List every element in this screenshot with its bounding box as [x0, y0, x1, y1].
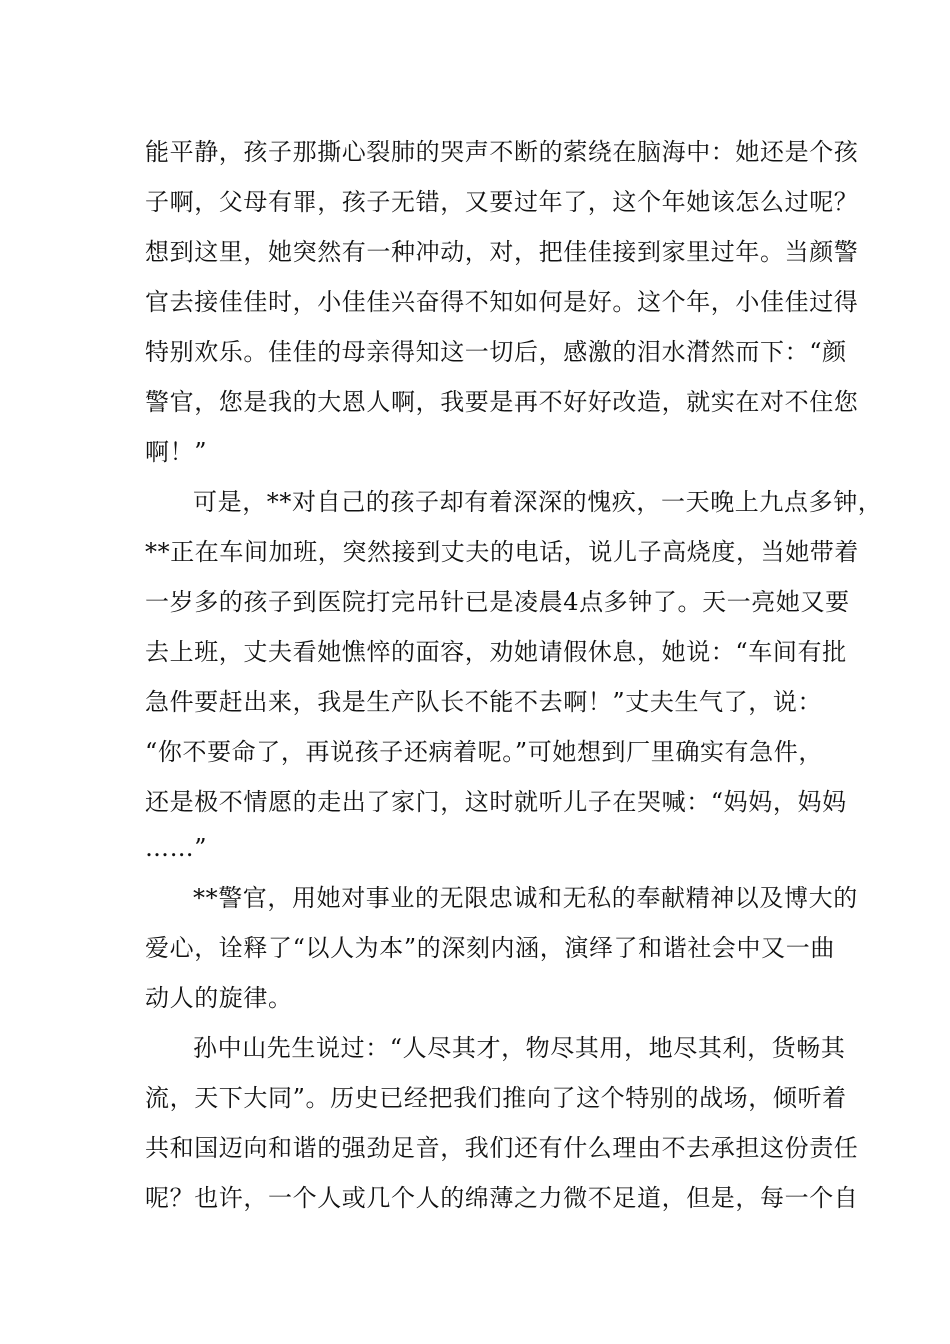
text-line: **正在车间加班，突然接到丈夫的电话，说儿子高烧度，当她带着 [145, 538, 859, 566]
text-line: ……” [145, 834, 208, 862]
text-line: 动人的旋律。 [145, 984, 293, 1012]
text-line: 一岁多的孩子到医院打完吊针已是凌晨4点多钟了。天一亮她又要 [145, 588, 850, 616]
text-line: 能平静，孩子那撕心裂肺的哭声不断的萦绕在脑海中：她还是个孩 [145, 138, 859, 166]
text-line: 共和国迈向和谐的强劲足音，我们还有什么理由不去承担这份责任 [145, 1134, 859, 1162]
text-line: 流，天下大同”。历史已经把我们推向了这个特别的战场，倾听着 [145, 1084, 847, 1112]
text-line: 急件要赶出来，我是生产队长不能不去啊！”丈夫生气了，说： [145, 688, 823, 716]
text-line: 想到这里，她突然有一种冲动，对，把佳佳接到家里过年。当颜警 [145, 238, 859, 266]
text-line: 还是极不情愿的走出了家门，这时就听儿子在哭喊：“妈妈，妈妈 [145, 788, 847, 816]
text-line: 爱心，诠释了“以人为本”的深刻内涵，演绎了和谐社会中又一曲 [145, 934, 835, 962]
text-line: 官去接佳佳时，小佳佳兴奋得不知如何是好。这个年，小佳佳过得 [145, 288, 859, 316]
text-line: 呢？也许，一个人或几个人的绵薄之力微不足道，但是，每一个自 [145, 1184, 859, 1212]
text-line: 去上班，丈夫看她憔悴的面容，劝她请假休息，她说：“车间有批 [145, 638, 847, 666]
paragraph-first-line: 孙中山先生说过：“人尽其才，物尽其用，地尽其利，货畅其 [193, 1034, 846, 1062]
paragraph-first-line: 可是，**对自己的孩子却有着深深的愧疚，一天晚上九点多钟， [193, 488, 883, 516]
text-line: 啊！” [145, 438, 208, 466]
text-line: 特别欢乐。佳佳的母亲得知这一切后，感激的泪水潸然而下：“颜 [145, 338, 847, 366]
text-line: 警官，您是我的大恩人啊，我要是再不好好改造，就实在对不住您 [145, 388, 859, 416]
text-line: 子啊，父母有罪，孩子无错，又要过年了，这个年她该怎么过呢？ [145, 188, 859, 216]
paragraph-first-line: **警官，用她对事业的无限忠诚和无私的奉献精神以及博大的 [193, 884, 858, 912]
text-line: “你不要命了，再说孩子还病着呢。”可她想到厂里确实有急件， [145, 738, 823, 766]
